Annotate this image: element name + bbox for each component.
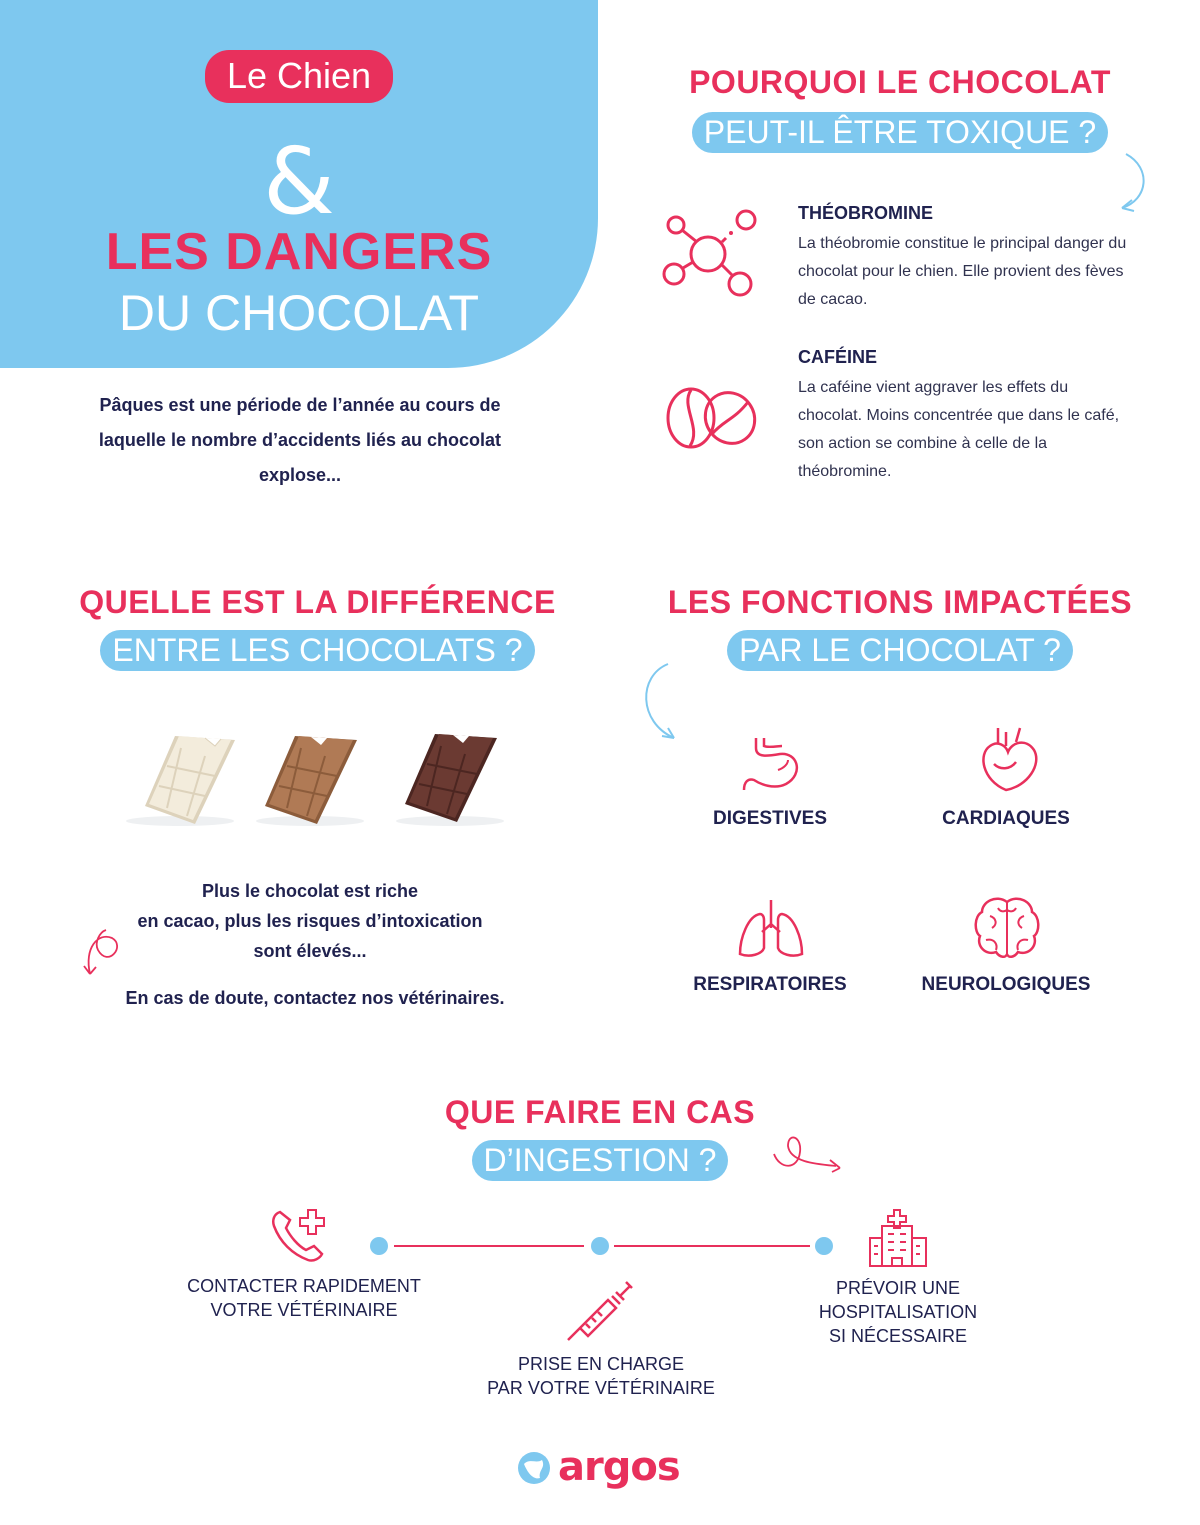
heart-icon [976,724,1040,794]
step-contact-label [150,1274,458,1322]
hero-pill [0,50,598,103]
curved-arrow-icon [1112,150,1152,216]
argos-logo [516,1444,696,1490]
timeline-dot [370,1237,388,1255]
white-chocolate-bar [145,736,235,824]
timeline-line [614,1245,810,1247]
difference-heading-pill: ENTRE LES CHOCOLATS ? [100,630,534,671]
functions-heading-pill: PAR LE CHOCOLAT ? [727,630,1073,671]
globe-icon [516,1450,552,1486]
hero-pill-label: Le Chien [205,50,393,103]
theobromine-title: THÉOBROMINE [798,203,933,223]
hero-subtitle: DU CHOCOLAT [118,285,480,341]
loop-arrow-icon [80,928,124,980]
hospital-icon [868,1208,928,1268]
difference-text-line3: sont élevés... [253,941,367,961]
timeline-dot [815,1237,833,1255]
milk-chocolate-bar [265,736,357,824]
coffee-bean-icon [664,384,764,454]
stomach-icon [738,734,804,794]
toxic-heading-line1: POURQUOI LE CHOCOLAT [689,64,1111,100]
function-neurological: NEUROLOGIQUES [921,974,1091,995]
functions-heading-line1: LES FONCTIONS IMPACTÉES [667,584,1133,620]
ingestion-heading-pill: D’INGESTION ? [472,1140,729,1181]
chocolate-bars-illustration [120,728,480,832]
timeline-line [394,1245,584,1247]
step-contact-line1: CONTACTER RAPIDEMENT [187,1276,421,1296]
difference-heading-line2 [40,630,595,671]
lungs-icon [738,898,804,960]
step-care-line1: PRISE EN CHARGE [517,1354,685,1374]
function-digestive: DIGESTIVES [712,808,828,829]
brain-icon [974,896,1040,962]
function-cardiac: CARDIAQUES [942,808,1070,829]
molecule-icon [660,208,760,300]
difference-text-line1: Plus le chocolat est riche [201,881,419,901]
step-care-line2: PAR VOTRE VÉTÉRINAIRE [487,1378,715,1398]
step-hospital-label [790,1276,1006,1348]
loop-arrow-icon [772,1118,846,1174]
logo-text: argos [558,1444,680,1490]
toxic-heading-pill: PEUT-IL ÊTRE TOXIQUE ? [692,112,1108,153]
difference-text-block [60,876,560,966]
difference-contact-text: En cas de doute, contactez nos vétérinaires. [125,988,505,1008]
step-contact-line2: VOTRE VÉTÉRINAIRE [210,1300,398,1320]
hero-title: LES DANGERS [105,223,493,281]
step-hospital-line3: SI NÉCESSAIRE [828,1326,968,1346]
curved-arrow-icon [638,660,688,746]
step-hospital-line1: PRÉVOIR UNE [835,1278,961,1298]
step-care-label [450,1352,752,1400]
step-hospital-line2: HOSPITALISATION [818,1302,978,1322]
toxic-heading-line2 [640,112,1160,153]
intro-text: Pâques est une période de l’année au cours de laquelle le nombre d’accidents liés au chocolat explose... [98,395,502,485]
hero-ampersand: & [263,128,335,235]
caffeine-text: La caféine vient aggraver les effets du chocolat. Moins concentrée que dans le café, son action se combine à celle de la théobromine. [798,379,1120,480]
timeline-dot [591,1237,609,1255]
ingestion-heading-line1: QUE FAIRE EN CAS [444,1094,756,1130]
function-respiratory: RESPIRATOIRES [693,974,847,995]
caffeine-title: CAFÉINE [798,347,878,367]
functions-heading-line2 [640,630,1160,671]
difference-heading-line1: QUELLE EST LA DIFFÉRENCE [79,584,556,620]
syringe-icon [566,1280,632,1342]
phone-icon [270,1208,330,1262]
theobromine-text: La théobromie constitue le principal danger du chocolat pour le chien. Elle provient des fèves de cacao. [798,235,1127,308]
difference-text-line2: en cacao, plus les risques d’intoxication [137,911,483,931]
dark-chocolate-bar [405,734,497,822]
